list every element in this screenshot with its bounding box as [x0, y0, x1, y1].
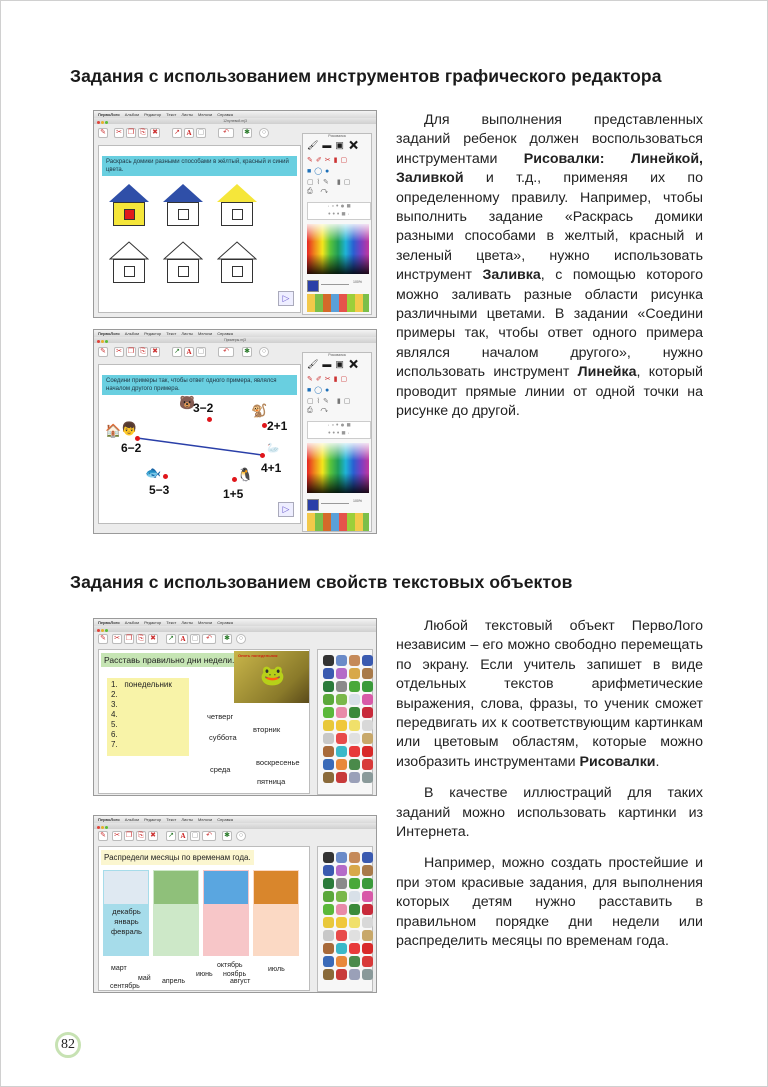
season-photo-summer	[204, 871, 248, 904]
delete-icon[interactable]: ✖	[148, 634, 158, 644]
color-picker[interactable]	[307, 443, 369, 493]
text-tool-icon[interactable]: A	[184, 347, 194, 357]
turtle-icon[interactable]: ✎	[98, 831, 108, 841]
winter-months	[111, 907, 142, 937]
house[interactable]	[109, 184, 149, 226]
screenshot-coloring-houses	[93, 110, 377, 318]
expression[interactable]: 5−3	[149, 483, 170, 497]
section2-paragraph-2: В качестве иллюстраций для таких заданий можно использовать картинки из Интернета.	[396, 785, 703, 841]
screenshot-months-seasons	[93, 815, 377, 993]
paste-icon[interactable]: ⎘	[136, 634, 146, 644]
day-word[interactable]: понедельник	[124, 680, 172, 689]
fill-tools[interactable]: ■◯●	[307, 168, 333, 175]
month-word[interactable]: август	[230, 978, 251, 985]
cut-icon[interactable]: ✂	[114, 128, 124, 138]
menu-item[interactable]: Мелочи	[197, 817, 213, 822]
menu-item[interactable]: Справка	[217, 112, 233, 117]
copy-icon[interactable]: ❐	[127, 129, 135, 136]
day-word[interactable]: суббота	[209, 733, 237, 742]
copy-icon[interactable]: ❐	[125, 832, 133, 839]
menu-item[interactable]: Мелочи	[197, 112, 213, 117]
day-word[interactable]: пятница	[257, 777, 286, 786]
season-photo-spring	[154, 871, 198, 904]
paste-icon[interactable]: ⎘	[138, 128, 148, 138]
list-row: 5.	[111, 720, 118, 729]
app-toolbar	[94, 632, 376, 648]
connection-point[interactable]	[163, 474, 168, 479]
menu-item[interactable]: Листы	[181, 817, 193, 822]
cut-icon[interactable]: ✂	[112, 634, 122, 644]
drawing-canvas[interactable]	[98, 649, 310, 794]
brush-size-picker[interactable]: · ▫ • ● ■ • • • ■ ·	[307, 202, 371, 220]
save-icon[interactable]: ✱	[242, 347, 252, 357]
clipart-grid[interactable]	[322, 654, 374, 784]
menu-item[interactable]: Справка	[217, 817, 233, 822]
house[interactable]	[109, 241, 149, 283]
next-page-button[interactable]: ▷	[278, 291, 294, 306]
record-icon[interactable]: ○	[236, 634, 246, 644]
house[interactable]	[217, 241, 257, 283]
bear-icon: 🐻	[179, 395, 196, 410]
expression[interactable]: 1+5	[223, 487, 244, 501]
menu-item[interactable]: Альбом	[124, 620, 140, 625]
month-word[interactable]: февраль	[111, 927, 142, 936]
drawing-canvas[interactable]	[98, 145, 301, 313]
section2-text	[396, 617, 703, 964]
menu-item[interactable]: Листы	[181, 620, 193, 625]
undo-icon[interactable]: ↶	[202, 634, 216, 644]
monkey-icon: 🐒	[251, 403, 268, 418]
button-tool-icon[interactable]: ▢	[197, 348, 205, 355]
copy-icon[interactable]: ❐	[125, 635, 133, 642]
next-page-button[interactable]: ▷	[278, 502, 294, 517]
cut-icon[interactable]: ✂	[112, 831, 122, 841]
menu-item[interactable]: Текст	[166, 112, 177, 117]
drawing-palette	[302, 352, 372, 532]
delete-icon[interactable]: ✖	[148, 831, 158, 841]
task-banner: Раскрась домики разными способами в жёлтый, красный и синий цвета.	[102, 156, 297, 176]
connection-point[interactable]	[207, 417, 212, 422]
app-toolbar	[94, 829, 376, 845]
turtle-icon[interactable]: ✎	[98, 634, 108, 644]
save-icon[interactable]: ✱	[222, 634, 232, 644]
section-title-graphic-editor: Задания с использованием инструментов графического редактора	[70, 66, 662, 86]
turtle-icon[interactable]: ✎	[98, 347, 108, 357]
connection-point[interactable]	[260, 453, 265, 458]
menu-item[interactable]: Редактор	[144, 112, 162, 117]
expression[interactable]: 4+1	[261, 461, 282, 475]
monday-frog-picture	[234, 651, 309, 703]
penguin-icon: 🐧	[237, 467, 254, 482]
month-word[interactable]: май	[138, 975, 151, 982]
house-icon: 🏠	[105, 423, 122, 438]
month-word[interactable]: сентябрь	[110, 983, 140, 990]
menu-item[interactable]: Редактор	[144, 817, 162, 822]
pencil-tools[interactable]: ✎✐✂▮▢	[307, 157, 351, 164]
text-tool-icon[interactable]: A	[178, 634, 188, 644]
list-row: 1. понедельник	[111, 680, 172, 689]
menu-item[interactable]: Мелочи	[197, 331, 213, 336]
house[interactable]	[163, 184, 203, 226]
swan-icon: 🦢	[267, 443, 280, 454]
opacity-value: 100%	[353, 280, 362, 284]
menu-item[interactable]: Альбом	[124, 331, 140, 336]
list-row: 2.	[111, 690, 118, 699]
save-icon[interactable]: ✱	[242, 128, 252, 138]
stamp-tools[interactable]: ⎙ ↷	[307, 407, 332, 414]
opacity-slider[interactable]	[321, 503, 349, 504]
section1-paragraph: Для выполнения представленных заданий ребенок должен воспользоваться инструментами Рисовалки: Линейкой, Заливкой и т.д., применяя их по определенному правилу. Например, чтобы выполнить задание «Раскрась домики разными способами в желтый, красный и зеленый цвета», нужно использовать инструмент Заливка, с помощью которого можно заливать разные области рисунка различными цветами. В задании «Соедини примеры так, чтобы ответ одного примера являлся началом другого», нужно использовать инструмент Линейка, который проводит прямые линии от одной точки на рисунке до другой.	[396, 112, 704, 420]
app-menubar	[94, 111, 376, 118]
clipart-grid[interactable]	[322, 851, 374, 981]
list-row: 7.	[111, 740, 118, 749]
expression[interactable]: 6−2	[121, 441, 142, 455]
screenshot-connect-examples	[93, 329, 377, 534]
month-word[interactable]: июль	[268, 966, 285, 973]
menu-item[interactable]: ПервоЛого	[98, 112, 120, 117]
section2-paragraph-1: Любой текстовый объект ПервоЛого независим – его можно свободно перемещать по экрану. Если учитель запишет в виде отдельных текстов арифметические выражения, слова, фразы, то ученик сможет передвигать их к соответствующим картинкам или цветовым областям, которые можно изобразить инструментами Рисовалки.	[396, 618, 703, 770]
day-word[interactable]: среда	[210, 765, 231, 774]
paste-icon[interactable]: ⎘	[136, 831, 146, 841]
drawing-canvas[interactable]	[98, 364, 301, 524]
clipart-palette	[317, 846, 373, 992]
month-word[interactable]: март	[111, 965, 127, 972]
app-menubar	[94, 619, 376, 626]
button-tool-icon[interactable]: ▢	[191, 635, 199, 642]
record-icon[interactable]: ○	[259, 347, 269, 357]
palette-title: Рисовалка	[328, 134, 346, 138]
month-word[interactable]: июнь	[196, 971, 213, 978]
month-word[interactable]: октябрь	[217, 962, 243, 969]
season-column-summer[interactable]	[203, 870, 249, 956]
menu-item[interactable]: Текст	[166, 817, 177, 822]
menu-item[interactable]: Альбом	[124, 112, 140, 117]
app-menubar	[94, 330, 376, 337]
list-row: 6.	[111, 730, 118, 739]
color-picker[interactable]	[307, 224, 369, 274]
pattern-picker[interactable]	[307, 513, 369, 531]
menu-item[interactable]: Листы	[181, 331, 193, 336]
palette-tools[interactable]: 🖌▬▣✖	[307, 359, 364, 369]
expression[interactable]: 3−2	[193, 401, 214, 415]
cut-icon[interactable]: ✂	[114, 347, 124, 357]
window-title: Примеры.mj3	[224, 338, 246, 342]
day-word[interactable]: вторник	[253, 725, 281, 734]
text-tool-icon[interactable]: A	[178, 831, 188, 841]
opacity-slider[interactable]	[321, 284, 349, 285]
menu-item[interactable]: Альбом	[124, 817, 140, 822]
season-photo-winter	[104, 871, 148, 904]
record-icon[interactable]: ○	[236, 831, 246, 841]
copy-icon[interactable]: ❐	[127, 348, 135, 355]
menu-item[interactable]: Текст	[166, 620, 177, 625]
menu-item[interactable]: ПервоЛого	[98, 817, 120, 822]
picture-caption: Опять понедельник	[238, 653, 278, 658]
boy-icon: 👦	[121, 421, 138, 436]
season-column-autumn[interactable]	[253, 870, 299, 956]
day-word[interactable]: четверг	[207, 712, 234, 721]
task-banner: Распредели месяцы по временам года.	[101, 850, 254, 865]
select-tools[interactable]: ▢⌇✎ ▮▢	[307, 179, 354, 186]
undo-icon[interactable]: ↶	[218, 128, 234, 138]
current-color-swatch[interactable]	[307, 280, 319, 292]
menu-item[interactable]: Справка	[217, 620, 233, 625]
palette-tools[interactable]: 🖌▬▣✖	[307, 140, 364, 150]
paste-icon[interactable]: ⎘	[138, 347, 148, 357]
new-turtle-icon[interactable]: ↗	[172, 347, 182, 357]
menu-item[interactable]: ПервоЛого	[98, 620, 120, 625]
palette-title: Рисовалка	[328, 353, 346, 357]
page-number: 82	[55, 1032, 81, 1058]
menu-item[interactable]: Листы	[181, 112, 193, 117]
month-word[interactable]: ноябрь	[223, 971, 247, 978]
frog-icon: 🐸	[260, 665, 285, 687]
fish-icon: 🐟	[145, 465, 162, 480]
undo-icon[interactable]: ↶	[218, 347, 234, 357]
month-word[interactable]: январь	[114, 917, 139, 926]
brush-size-picker[interactable]: · ▫ • ● ■ • • • ■ ·	[307, 421, 371, 439]
fill-tools[interactable]: ■◯●	[307, 387, 333, 394]
app-menubar	[94, 816, 376, 823]
season-column-spring[interactable]	[153, 870, 199, 956]
drawing-canvas[interactable]	[98, 846, 310, 991]
house[interactable]	[217, 184, 257, 226]
menu-item[interactable]: Текст	[166, 331, 177, 336]
new-turtle-icon[interactable]: ↗	[172, 128, 182, 138]
window-title: 12нулевой.mj3	[223, 119, 247, 123]
new-turtle-icon[interactable]: ↗	[166, 634, 176, 644]
delete-icon[interactable]: ✖	[150, 347, 160, 357]
delete-icon[interactable]: ✖	[150, 128, 160, 138]
month-word[interactable]: декабрь	[112, 907, 141, 916]
pencil-tools[interactable]: ✎✐✂▮▢	[307, 376, 351, 383]
menu-item[interactable]: ПервоЛого	[98, 331, 120, 336]
menu-item[interactable]: Редактор	[144, 620, 162, 625]
section1-text	[396, 111, 703, 434]
stamp-tools[interactable]: ⎙ ↷	[307, 188, 332, 195]
pattern-picker[interactable]	[307, 294, 369, 312]
menu-item[interactable]: Мелочи	[197, 620, 213, 625]
drawing-palette	[302, 133, 372, 315]
new-turtle-icon[interactable]: ↗	[166, 831, 176, 841]
section2-paragraph-3: Например, можно создать простейшие и при этом красивые задания, для выполнения которых детям нужно расставить в правильном порядке дни недели или распределить месяцы по временам года.	[396, 855, 703, 950]
list-row: 4.	[111, 710, 118, 719]
text-tool-icon[interactable]: A	[184, 128, 194, 138]
menu-item[interactable]: Редактор	[144, 331, 162, 336]
select-tools[interactable]: ▢⌇✎ ▮▢	[307, 398, 354, 405]
day-word[interactable]: воскресенье	[256, 758, 300, 767]
house[interactable]	[163, 241, 203, 283]
screenshot-days-of-week	[93, 618, 377, 796]
task-banner: Расставь правильно дни недели.	[101, 653, 237, 667]
current-color-swatch[interactable]	[307, 499, 319, 511]
clipart-palette	[317, 649, 373, 795]
save-icon[interactable]: ✱	[222, 831, 232, 841]
record-icon[interactable]: ○	[259, 128, 269, 138]
button-tool-icon[interactable]: ▢	[191, 832, 199, 839]
opacity-value: 100%	[353, 499, 362, 503]
undo-icon[interactable]: ↶	[202, 831, 216, 841]
numbered-list-box	[107, 678, 189, 756]
turtle-icon[interactable]: ✎	[98, 128, 108, 138]
connection-point[interactable]	[232, 477, 237, 482]
month-word[interactable]: апрель	[162, 978, 185, 985]
menu-item[interactable]: Справка	[217, 331, 233, 336]
expression[interactable]: 2+1	[267, 419, 288, 433]
list-row: 3.	[111, 700, 118, 709]
section-title-text-objects: Задания с использованием свойств текстовых объектов	[70, 572, 573, 592]
button-tool-icon[interactable]: ▢	[197, 129, 205, 136]
task-banner: Соедини примеры так, чтобы ответ одного примера, являлся началом другого примера.	[102, 375, 297, 395]
season-photo-autumn	[254, 871, 298, 904]
